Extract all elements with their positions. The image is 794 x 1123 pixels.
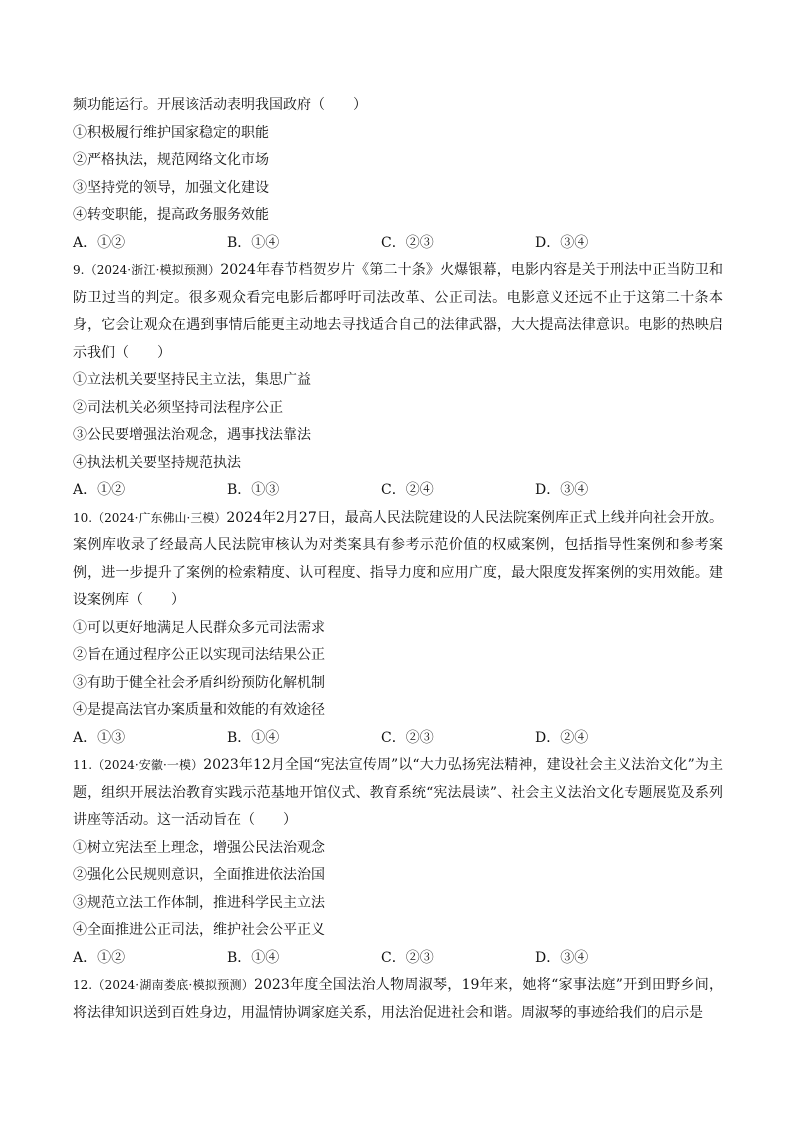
question-8	[73, 92, 723, 257]
question-source: （2024·浙江·模拟预测）	[84, 263, 221, 277]
question-stem	[73, 972, 723, 1027]
question-11	[73, 752, 723, 972]
statement-2: ②严格执法，规范网络文化市场	[73, 152, 269, 168]
statement-4: ④全面推进公正司法，维护社会公平正义	[73, 922, 325, 938]
question-number: 11.	[73, 758, 93, 772]
option-a[interactable]: A．①③	[73, 729, 126, 746]
option-b[interactable]: B．①④	[227, 234, 280, 251]
statement-3: ③公民要增强法治观念，遇事找法靠法	[73, 427, 311, 443]
statement-2: ②司法机关必须坚持司法程序公正	[73, 399, 283, 416]
statement-1: ①树立宪法至上理念，增强公民法治观念	[73, 839, 325, 856]
question-source: （2024·湖南娄底·模拟预测）	[92, 978, 255, 992]
answer-options	[73, 477, 723, 505]
option-c[interactable]: C．②③	[381, 234, 434, 251]
question-number: 12.	[73, 978, 93, 992]
answer-options	[73, 230, 723, 258]
option-d[interactable]: D．③④	[535, 482, 589, 498]
answer-options	[73, 725, 723, 753]
statement-2: ②强化公民规则意识，全面推进依法治国	[73, 867, 325, 883]
question-stem	[73, 505, 723, 615]
question-number: 9.	[73, 263, 85, 277]
option-b[interactable]: B．①④	[227, 729, 280, 746]
option-b[interactable]: B．①④	[227, 949, 280, 966]
option-c[interactable]: C．②③	[381, 949, 434, 966]
question-body: 2024年2月27日，最高人民法院建设的人民法院案例库正式上线并向社会开放。案例库收录了经最高人民法院审核认为对类案具有参考示范价值的权威案例，包括指导性案例和参考案例，进一步提升了案例的检索精度、认可程度、指导力度和应用广度，最大限度发挥案例的实用效能。建设案例库（ ）	[73, 509, 723, 608]
question-body: 2023年度全国法治人物周淑琴，19年来，她将“家事法庭”开到田野乡间，将法律知识送到百姓身边，用温情协调家庭关系，用法治促进社会和谐。周淑琴的事迹给我们的启示是	[73, 977, 724, 1021]
option-a[interactable]: A．①②	[73, 234, 126, 251]
question-stem	[73, 752, 723, 835]
question-number: 10.	[73, 510, 93, 525]
option-b[interactable]: B．①③	[227, 482, 280, 498]
statement-1: ①可以更好地满足人民群众多元司法需求	[73, 619, 325, 636]
answer-options	[73, 945, 723, 973]
statement-4: ④执法机关要坚持规范执法	[73, 454, 241, 471]
question-source: （2024·安徽·一模）	[92, 758, 204, 772]
statement-4: ④转变职能，提高政务服务效能	[73, 207, 269, 223]
option-a[interactable]: A．①②	[73, 949, 126, 966]
question-12	[73, 972, 723, 1027]
question-stem	[73, 257, 723, 367]
statement-1: ①立法机关要坚持民主立法，集思广益	[73, 372, 311, 388]
statement-3: ③规范立法工作体制，推进科学民主立法	[73, 894, 325, 911]
statement-4: ④是提高法官办案质量和效能的有效途径	[73, 702, 325, 718]
option-c[interactable]: C．②④	[381, 482, 434, 498]
statement-3: ③坚持党的领导，加强文化建设	[73, 179, 269, 196]
question-source: （2024·广东佛山·三模）	[92, 510, 227, 525]
question-9	[73, 257, 723, 505]
statement-1: ①积极履行维护国家稳定的职能	[73, 124, 269, 141]
question-stem-end: 频功能运行。开展该活动表明我国政府（ ）	[73, 97, 367, 113]
option-d[interactable]: D．③④	[535, 234, 589, 251]
option-a[interactable]: A．①②	[73, 482, 126, 498]
question-body: 2023年12月全国“宪法宣传周”以“大力弘扬宪法精神，建设社会主义法治文化”为主题，组织开展法治教育实践示范基地开馆仪式、教育系统“宪法晨读”、社会主义法治文化专题展览及系列讲座等活动。这一活动旨在（ ）	[73, 757, 723, 828]
question-list	[73, 92, 723, 1027]
option-c[interactable]: C．②③	[381, 729, 434, 746]
question-body: 2024年春节档贺岁片《第二十条》火爆银幕，电影内容是关于刑法中正当防卫和防卫过当的判定。很多观众看完电影后都呼吁司法改革、公正司法。电影意义还远不止于这第二十条本身，它会让观众在遇到事情后能更主动地去寻找适合自己的法律武器，大大提高法律意识。电影的热映启示我们（ ）	[73, 262, 723, 361]
option-d[interactable]: D．③④	[535, 949, 589, 966]
question-10	[73, 505, 723, 753]
option-d[interactable]: D．②④	[535, 729, 589, 746]
statement-2: ②旨在通过程序公正以实现司法结果公正	[73, 647, 325, 663]
statement-3: ③有助于健全社会矛盾纠纷预防化解机制	[73, 674, 325, 691]
